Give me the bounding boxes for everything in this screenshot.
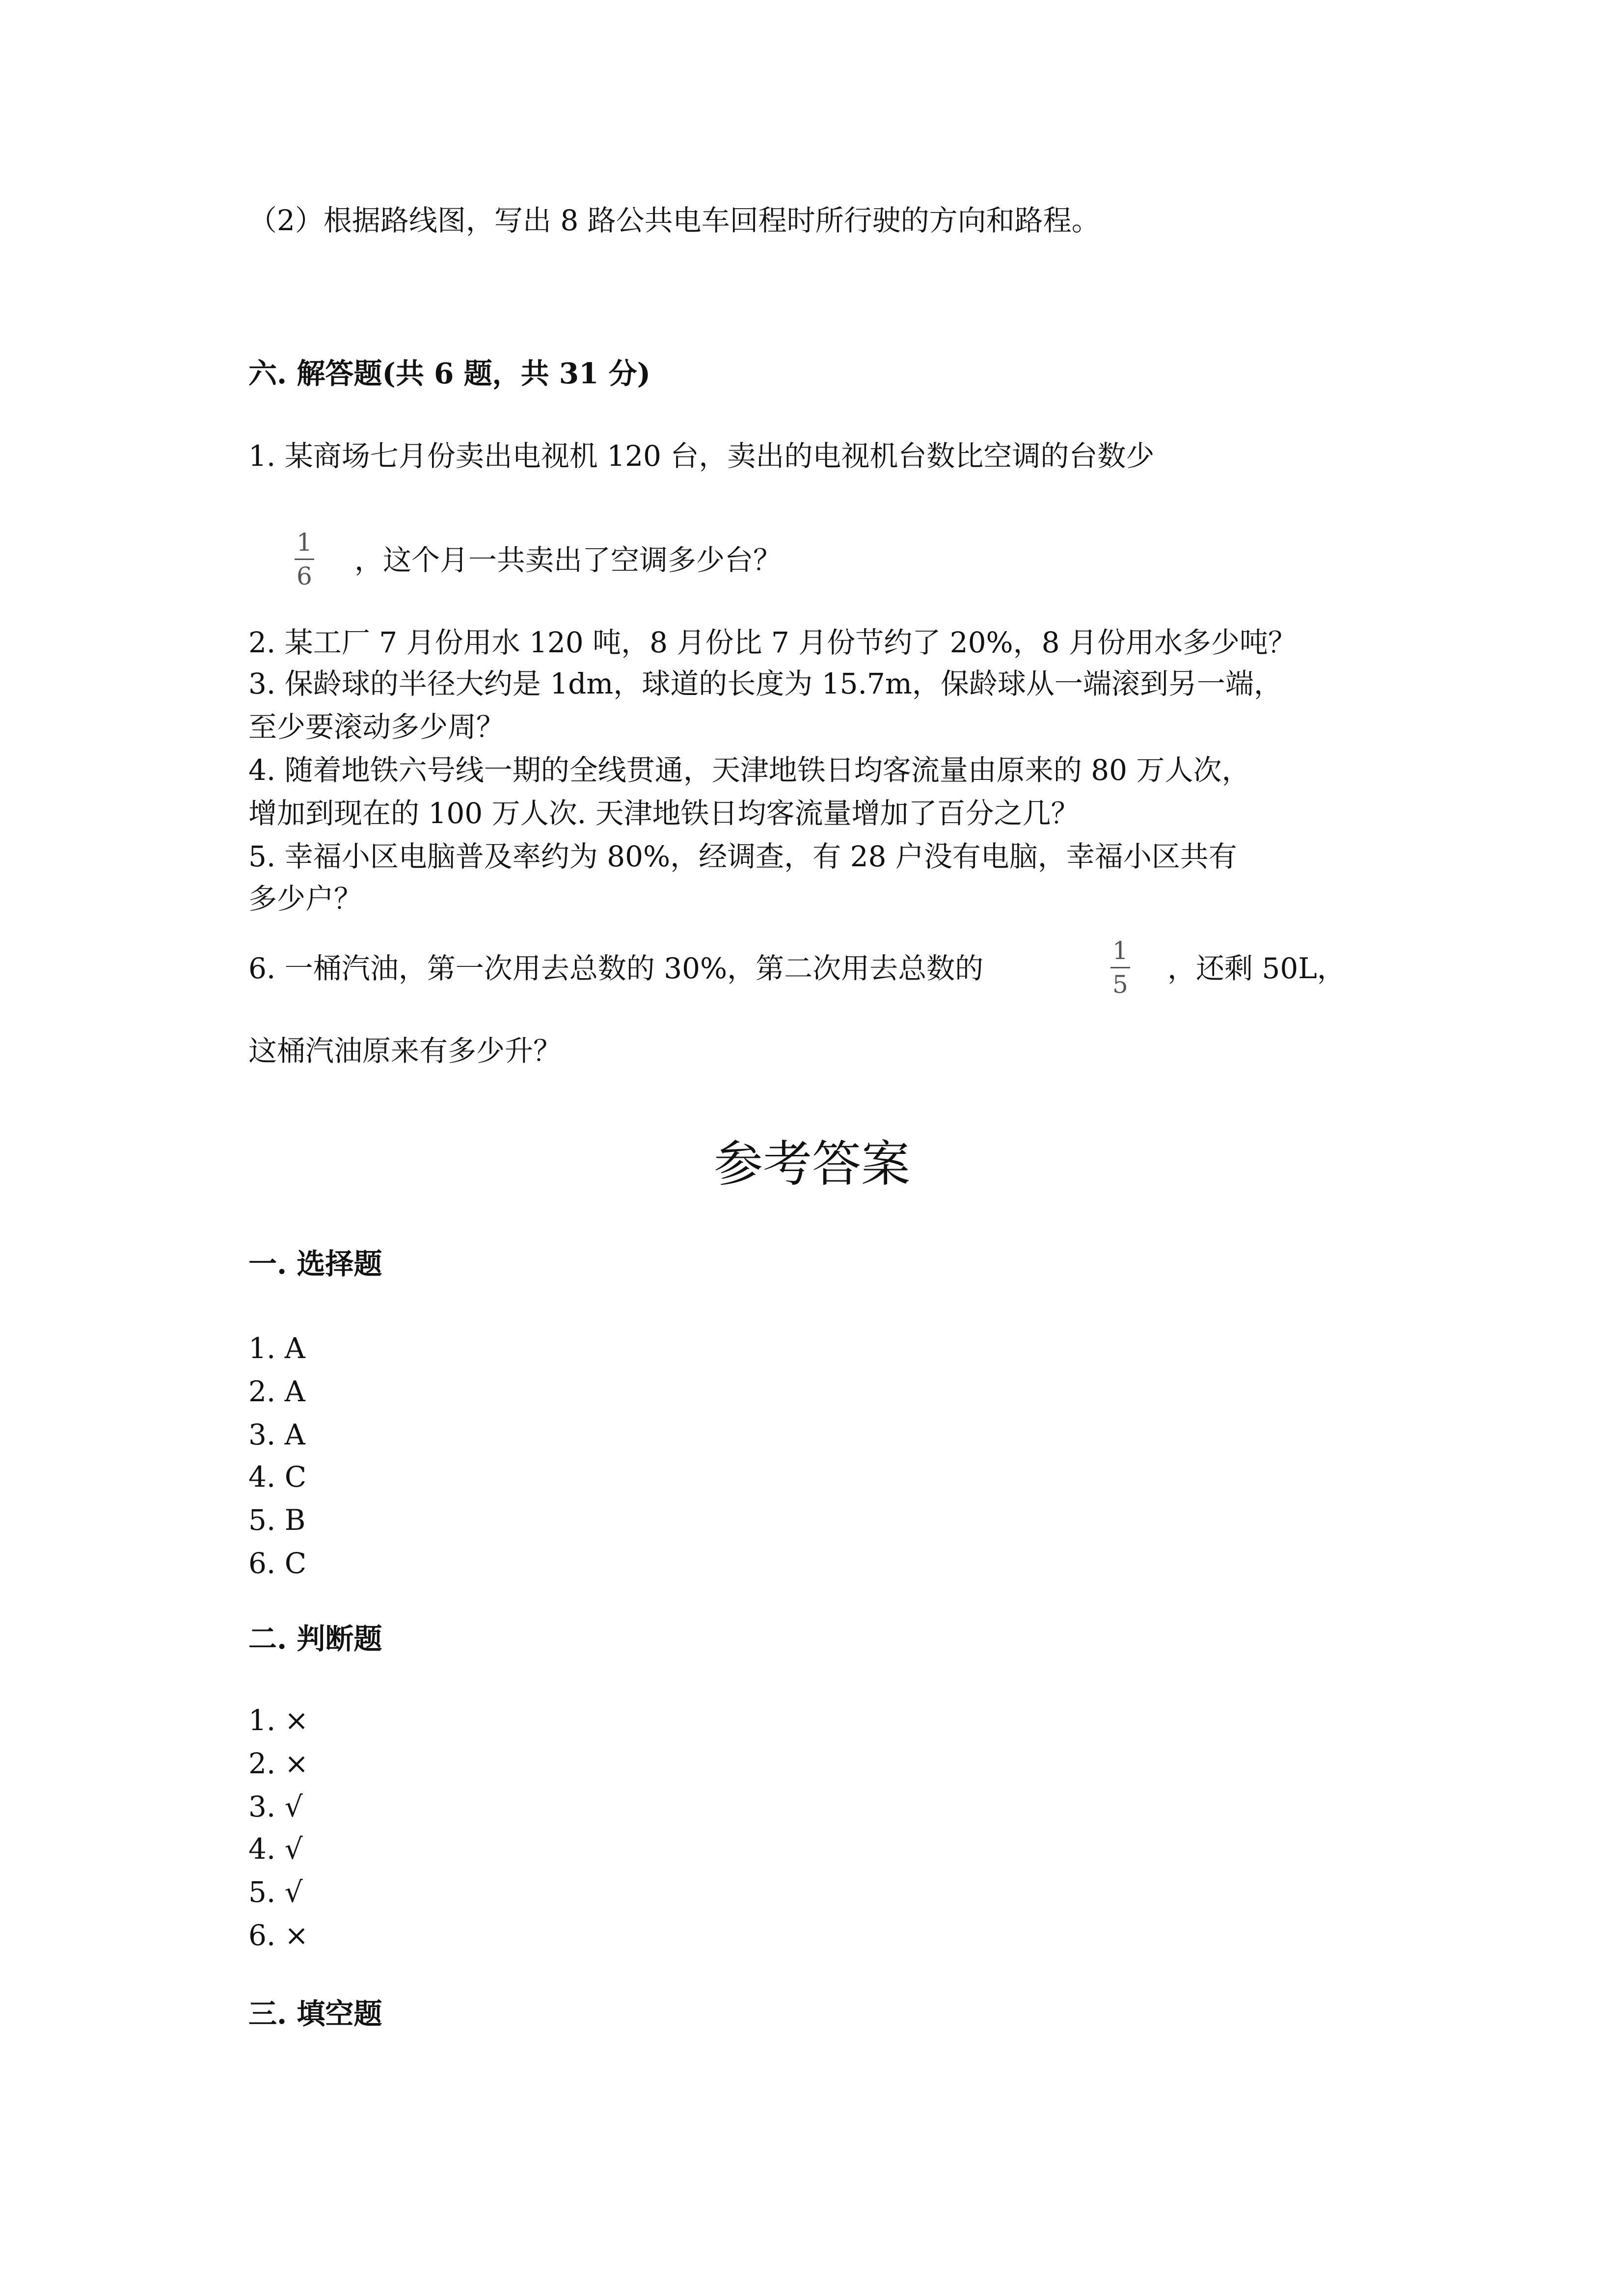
- fraction-denominator: 6: [297, 562, 312, 590]
- fraction-numerator: 1: [1112, 936, 1128, 965]
- fraction-one-fifth: [1110, 938, 1130, 997]
- question-6-line-1: 6. 一桶汽油，第一次用去总数的 30%，第二次用去总数的: [248, 952, 984, 985]
- section-6-heading: 六. 解答题(共 6 题，共 31 分): [248, 357, 651, 390]
- question-4-line-1: 4. 随着地铁六号线一期的全线贯通，天津地铁日均客流量由原来的 80 万人次，: [248, 753, 1250, 787]
- question-6-line-1-end: ，还剩 50L，: [1167, 952, 1346, 985]
- choice-answer-2: 2. A: [248, 1375, 305, 1408]
- judge-answer-5: 5. √: [248, 1875, 303, 1909]
- fill-heading: 三. 填空题: [248, 1997, 382, 2030]
- answers-title: 参考答案: [714, 1135, 910, 1193]
- judge-answer-2: 2. ×: [248, 1747, 309, 1780]
- judge-answer-6: 6. ×: [248, 1919, 309, 1952]
- choice-answer-6: 6. C: [248, 1547, 307, 1580]
- question-3-line-2: 至少要滚动多少周？: [248, 710, 505, 744]
- judge-answer-1: 1. ×: [248, 1704, 309, 1737]
- choice-heading: 一. 选择题: [248, 1247, 382, 1281]
- choice-answer-5: 5. B: [248, 1503, 306, 1537]
- question-3-line-1: 3. 保龄球的半径大约是 1dm，球道的长度为 15.7m，保龄球从一端滚到另一端，: [248, 667, 1282, 700]
- judge-answer-4: 4. √: [248, 1832, 303, 1866]
- question-2: 2. 某工厂 7 月份用水 120 吨，8 月份比 7 月份节约了 20%，8 月份用水多少吨？: [248, 626, 1297, 659]
- question-4-line-2: 增加到现在的 100 万人次. 天津地铁日均客流量增加了百分之几？: [248, 797, 1080, 830]
- fraction-one-sixth: [295, 530, 314, 588]
- fraction-bar: [295, 559, 314, 560]
- fraction-denominator: 5: [1112, 970, 1128, 999]
- choice-answer-4: 4. C: [248, 1460, 307, 1494]
- choice-answer-3: 3. A: [248, 1418, 305, 1451]
- fraction-numerator: 1: [297, 528, 312, 557]
- question-6-line-2: 这桶汽油原来有多少升？: [248, 1034, 562, 1068]
- part2-question-2: （2）根据路线图，写出 8 路公共电车回程时所行驶的方向和路程。: [248, 204, 1100, 237]
- question-5-line-2: 多少户？: [248, 882, 363, 915]
- judge-answer-3: 3. √: [248, 1790, 303, 1823]
- choice-answer-1: 1. A: [248, 1332, 305, 1365]
- judge-heading: 二. 判断题: [248, 1622, 382, 1655]
- question-1-line-1: 1. 某商场七月份卖出电视机 120 台，卖出的电视机台数比空调的台数少: [248, 439, 1155, 473]
- question-1-line-2: ，这个月一共卖出了空调多少台？: [354, 543, 782, 577]
- question-5-line-1: 5. 幸福小区电脑普及率约为 80%，经调查，有 28 户没有电脑，幸福小区共有: [248, 840, 1237, 873]
- fraction-bar: [1110, 967, 1130, 968]
